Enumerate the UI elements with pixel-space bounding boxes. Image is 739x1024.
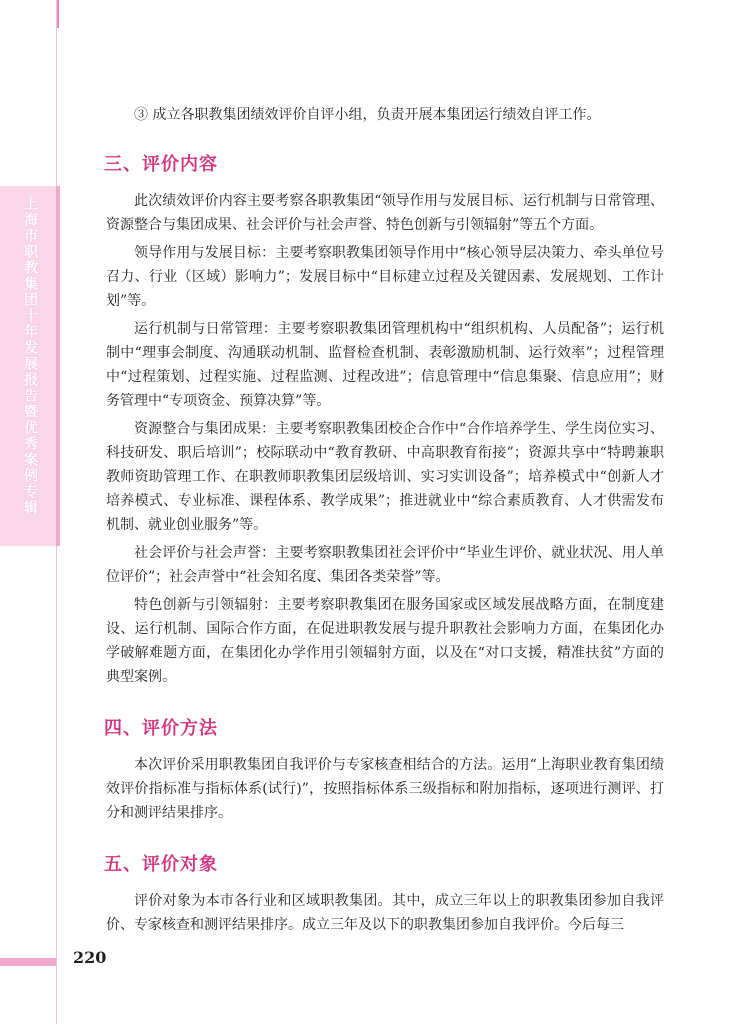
section-title: 五、评价对象 <box>104 854 218 875</box>
section-title: 三、评价内容 <box>104 154 218 175</box>
section-evaluation-object <box>106 851 664 937</box>
side-tab <box>0 186 60 546</box>
paragraph: 运行机制与日常管理：主要考察职教集团管理机构中“组织机构、人员配备”；运行机制中“理事会制度、沟通联动机制、监督检查机制、表彰激励机制、运行效率”；过程管理中“过程策划、过程实施、过程监测、过程改进”；信息管理中“信息集聚、信息应用”；财务管理中“专项资金、预算决算”等。 <box>106 321 664 409</box>
paragraph: 社会评价与社会声誉：主要考察职教集团社会评价中“毕业生评价、就业状况、用人单位评价”；社会声誉中“社会知名度、集团各类荣誉”等。 <box>106 545 664 585</box>
page-number: 220 <box>73 948 107 967</box>
footer-band <box>0 958 56 966</box>
side-tab-inner <box>6 196 54 536</box>
side-tab-title: 上海市职教集团十年发展报告暨优秀案例专辑 <box>22 196 38 516</box>
paragraph: 评价对象为本市各行业和区域职教集团。其中，成立三年以上的职教集团参加自我评价、专家核查和测评结果排序。成立三年及以下的职教集团参加自我评价。今后每三 <box>106 893 664 933</box>
paragraph: 本次评价采用职教集团自我评价与专家核查相结合的方法。运用“上海职业教育集团绩效评价指标准与指标体系(试行)”，按照指标体系三级指标和附加指标，逐项进行测评、打分和测评结果排序。 <box>106 757 664 821</box>
section-evaluation-content <box>106 151 664 689</box>
intro-line: ③ 成立各职教集团绩效评价自评小组，负责开展本集团运行绩效自评工作。 <box>134 107 601 123</box>
page-content <box>106 103 664 963</box>
section-evaluation-method <box>106 715 664 825</box>
paragraph: 特色创新与引领辐射：主要考察职教集团在服务国家或区域发展战略方面，在制度建设、运行机制、国际合作方面，在促进职教发展与提升职教社会影响力方面，在集团化办学破解难题方面，在集团化办学作用引领辐射方面，以及在“对口支援，精准扶贫”方面的典型案例。 <box>106 597 664 685</box>
paragraph: 此次绩效评价内容主要考察各职教集团“领导作用与发展目标、运行机制与日常管理、资源整合与集团成果、社会评价与社会声誉、特色创新与引领辐射”等五个方面。 <box>106 193 664 233</box>
paragraph: 领导作用与发展目标：主要考察职教集团领导作用中“核心领导层决策力、牵头单位号召力、行业（区域）影响力”；发展目标中“目标建立过程及关键因素、发展规划、工作计划”等。 <box>106 245 664 309</box>
section-title: 四、评价方法 <box>104 718 218 739</box>
paragraph: 资源整合与集团成果：主要考察职教集团校企合作中“合作培养学生、学生岗位实习、科技研发、职后培训”；校际联动中“教育教研、中高职教育衔接”；资源共享中“特聘兼职教师资助管理工作、在职教师职教集团层级培训、实习实训设备”；培养模式中“创新人才培养模式、专业标准、课程体系、教学成果”；推进就业中“综合素质教育、人才供需发布机制、就业创业服务”等。 <box>106 421 664 533</box>
